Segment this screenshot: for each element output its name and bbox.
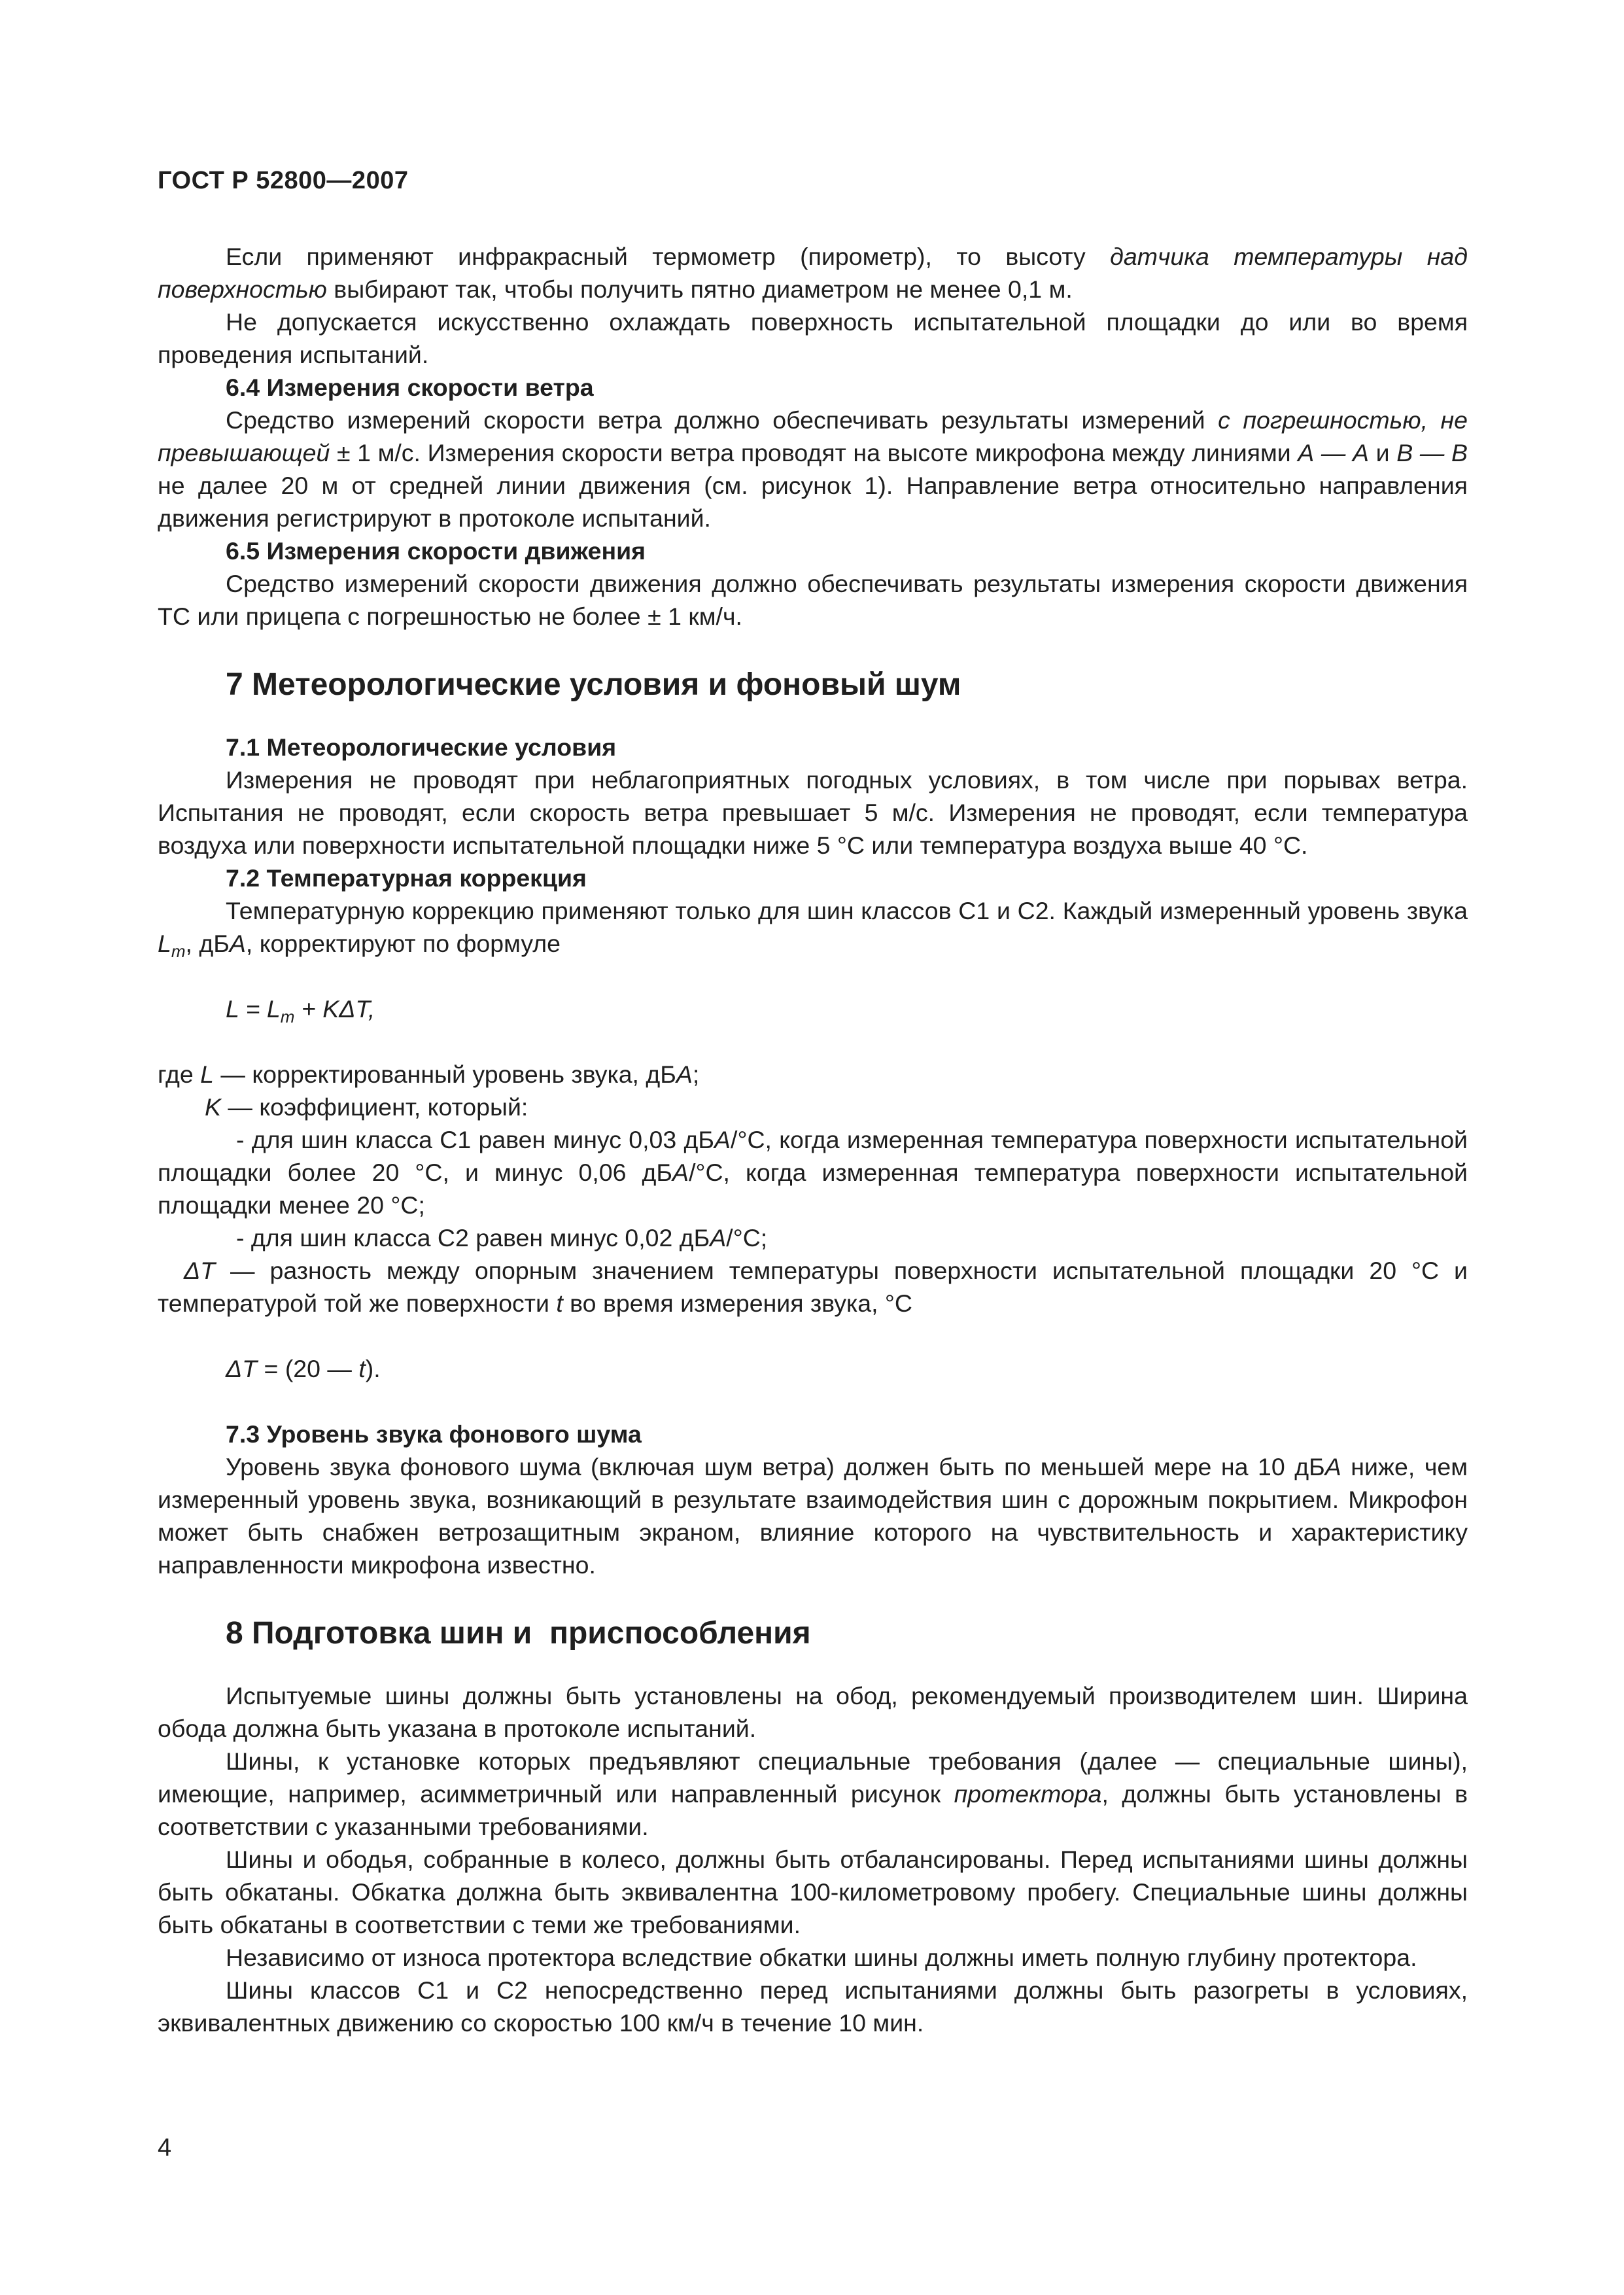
definition-delta-T: ΔT — разность между опорным значением температуры поверхности испытательной площадки 20 °С и температурой той же поверхности t во время измерения звука, °С	[158, 1257, 1468, 1317]
section-7-1-title: 7.1 Метеорологические условия	[226, 733, 617, 761]
formula-delta-T: ΔT = (20 — t).	[226, 1355, 381, 1382]
paragraph-pyrometer: Если применяют инфракрасный термометр (пирометр), то высоту датчика температуры над поверхностью выбирают так, чтобы получить пятно диаметром не менее 0,1 м.	[158, 243, 1468, 303]
paragraph-7-3: Уровень звука фонового шума (включая шум ветра) должен быть по меньшей мере на 10 дБА ниже, чем измеренный уровень звука, возникающий в результате взаимодействия шин с дорожным покрытием. Микрофон может быть снабжен ветрозащитным экраном, влияние которого на чувствительность и характеристику направленности микрофона известно.	[158, 1453, 1468, 1579]
section-8-heading: 8 Подготовка шин и приспособления	[226, 1616, 811, 1651]
formula-temperature-correction: $L = L_m + K\Delta T$,	[226, 995, 375, 1026]
page-content	[158, 240, 1468, 2039]
paragraph-8-3: Шины и ободья, собранные в колесо, должны быть отбалансированы. Перед испытаниями шины должны быть обкатаны. Обкатка должна быть эквивалентна 100-километровому пробегу. Специальные шины должны быть обкатаны в соответствии с теми же требованиями.	[158, 1846, 1468, 1938]
section-7-heading: 7 Метеорологические условия и фоновый шум	[226, 667, 961, 702]
page-number: 4	[158, 2134, 172, 2162]
paragraph-no-cooling: Не допускается искусственно охлаждать поверхность испытательной площадки до или во время проведения испытаний.	[158, 308, 1468, 368]
section-7-3-title: 7.3 Уровень звука фонового шума	[226, 1420, 642, 1448]
page-header: ГОСТ Р 52800—2007	[158, 167, 409, 194]
definition-K-class-c2: - для шин класса С2 равен минус 0,02 дБА/°С;	[236, 1224, 768, 1252]
definition-K-class-c1: - для шин класса С1 равен минус 0,03 дБА/°С, когда измеренная температура поверхности испытательной площадки более 20 °С, и минус 0,06 дБА/°С, когда измеренная температура поверхности испытательной площадки менее 20 °С;	[158, 1126, 1468, 1219]
paragraph-6-5: Средство измерений скорости движения должно обеспечивать результаты измерения скорости движения ТС или прицепа с погрешностью не более ± 1 км/ч.	[158, 570, 1468, 630]
section-6-5-title: 6.5 Измерения скорости движения	[226, 537, 646, 565]
paragraph-6-4: Средство измерений скорости ветра должно обеспечивать результаты измерений с погрешностью, не превышающей ± 1 м/с. Измерения скорости ветра проводят на высоте микрофона между линиями А — А и В — В не далее 20 м от средней линии движения (см. рисунок 1). Направление ветра относительно направления движения регистрируют в протоколе испытаний.	[158, 406, 1468, 532]
paragraph-8-1: Испытуемые шины должны быть установлены на обод, рекомендуемый производителем шин. Ширина обода должна быть указана в протоколе испытаний.	[158, 1682, 1468, 1742]
section-6-4-title: 6.4 Измерения скорости ветра	[226, 374, 594, 401]
paragraph-8-2: Шины, к установке которых предъявляют специальные требования (далее — специальные шины), имеющие, например, асимметричный или направленный рисунок протектора, должны быть установлены в соответствии с указанными требованиями.	[158, 1747, 1468, 1840]
definition-K: K — коэффициент, который:	[205, 1093, 528, 1121]
paragraph-8-5: Шины классов С1 и С2 непосредственно перед испытаниями должны быть разогреты в условиях, эквивалентных движению со скоростью 100 км/ч в течение 10 мин.	[158, 1976, 1468, 2037]
section-7-2-title: 7.2 Температурная коррекция	[226, 864, 587, 892]
paragraph-7-1: Измерения не проводят при неблагоприятных погодных условиях, в том числе при порывах ветра. Испытания не проводят, если скорость ветра превышает 5 м/с. Измерения не проводят, если температура воздуха или поверхности испытательной площадки ниже 5 °С или температура воздуха выше 40 °С.	[158, 766, 1468, 859]
definition-L: где L — корректированный уровень звука, дБА;	[158, 1060, 700, 1088]
paragraph-7-2: Температурную коррекцию применяют только для шин классов С1 и С2. Каждый измеренный уровень звука $L_m$, дБА, корректируют по формуле	[158, 897, 1468, 961]
paragraph-8-4: Независимо от износа протектора вследствие обкатки шины должны иметь полную глубину протектора.	[226, 1944, 1417, 1971]
